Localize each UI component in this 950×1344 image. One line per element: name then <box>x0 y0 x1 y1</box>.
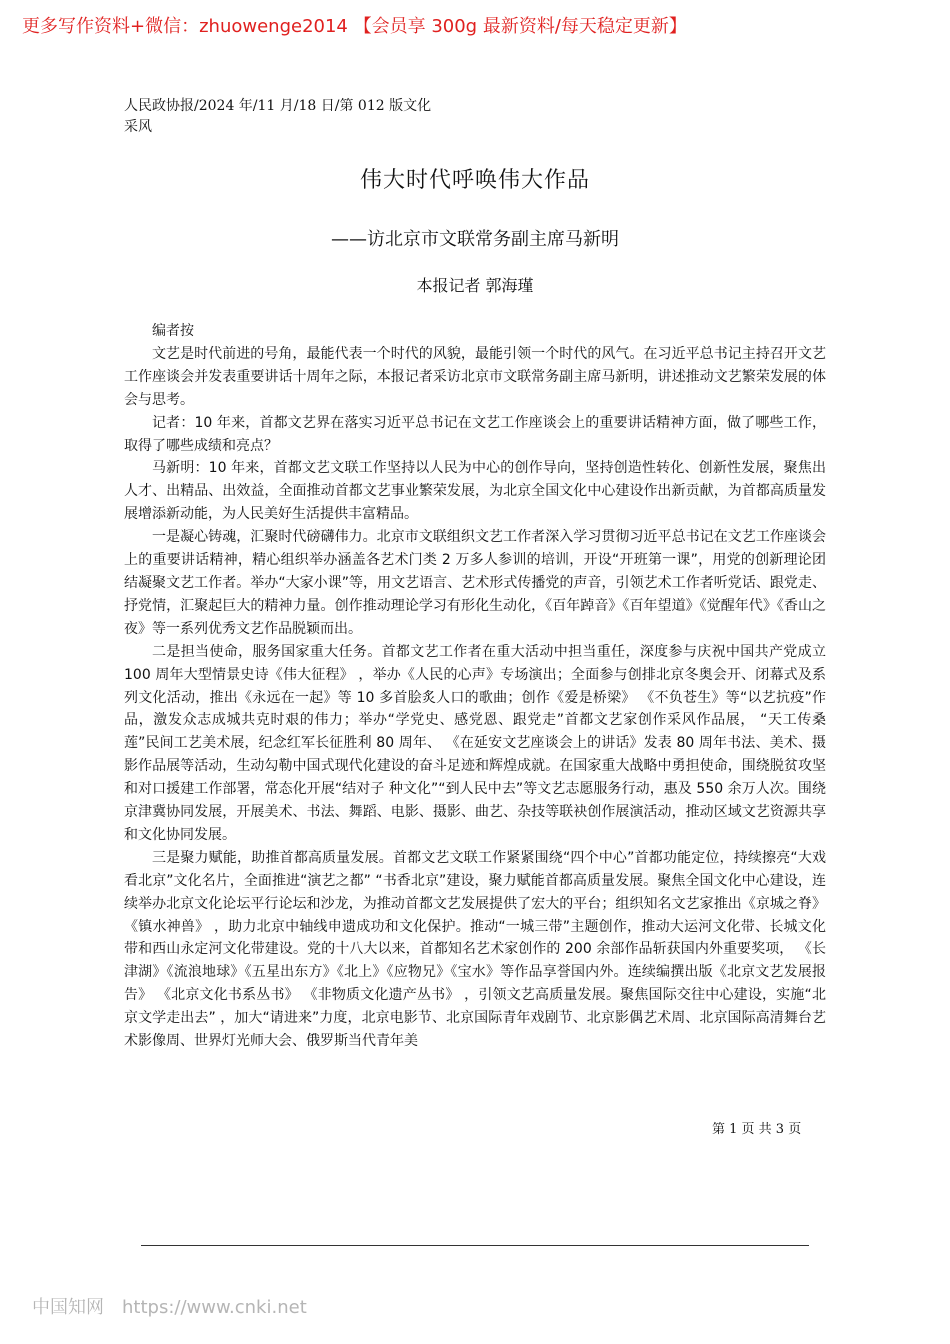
page-number: 第 1 页 共 3 页 <box>712 1122 802 1137</box>
promo-banner: 更多写作资料+微信：zhuowenge2014 【会员享 300g 最新资料/每天稳定更新】 <box>22 16 687 37</box>
article-title: 伟大时代呼唤伟大作品 <box>359 168 590 193</box>
article-subtitle: ——访北京市文联常务副主席马新明 <box>331 229 619 250</box>
article-body <box>124 320 826 1053</box>
article-author: 本报记者 郭海瑾 <box>416 276 534 295</box>
paragraph: 三是聚力赋能，助推首都高质量发展。首都文艺文联工作紧紧围绕“四个中心”首都功能定位，持续擦亮“大戏看北京”文化名片，全面推进“演艺之都” “书香北京”建设，聚力赋能首都高质量发展。聚焦全国文化中心建设，连续举办北京文化论坛平行论坛和沙龙，为推动首都文艺发展提供了宏大的平台；组织知名文艺家推出《京城之脊》《镇水神兽》 ，助力北京中轴线申遗成功和文化保护。推动“一城三带”主题创作，推动大运河文化带、长城文化带和西山永定河文化带建设。党的十八大以来，首都知名艺术家创作的 200 余部作品斩获国内外重要奖项， 《长津湖》《流浪地球》《五星出东方》《北上》《应物兄》《宝水》等作品享誉国内外。连续编撰出版《北京文艺发展报告》 《北京文化书系丛书》 《非物质文化遗产丛书》 ，引领文艺高质量发展。聚焦国际交往中心建设，实施“北京文学走出去” ，加大“请进来”力度，北京电影节、北京国际青年戏剧节、北京影偶艺术周、北京国际高清舞台艺术影像周、世界灯光师大会、俄罗斯当代青年美 <box>124 849 826 1050</box>
watermark-url: https://www.cnki.net <box>122 1297 307 1318</box>
paragraph: 文艺是时代前进的号角，最能代表一个时代的风貌，最能引领一个时代的风气。在习近平总书记主持召开文艺工作座谈会并发表重要讲话十周年之际，本报记者采访北京市文联常务副主席马新明，讲述推动文艺繁荣发展的体会与思考。 <box>124 345 826 408</box>
source-line: 人民政协报/2024 年/11 月/18 日/第 012 版文化采风 <box>124 98 432 135</box>
paragraph: 记者：10 年来，首都文艺界在落实习近平总书记在文艺工作座谈会上的重要讲话精神方面，做了哪些工作，取得了哪些成绩和亮点？ <box>124 414 826 454</box>
editor-note-heading: 编者按 <box>152 323 194 339</box>
footer-divider <box>141 1245 809 1246</box>
paragraph: 马新明：10 年来，首都文艺文联工作坚持以人民为中心的创作导向，坚持创造性转化、创新性发展，聚焦出人才、出精品、出效益，全面推动首都文艺事业繁荣发展，为北京全国文化中心建设作出新贡献，为首都高质量发展增添新动能，为人民美好生活提供丰富精品。 <box>124 460 826 523</box>
paragraph: 一是凝心铸魂，汇聚时代磅礴伟力。北京市文联组织文艺工作者深入学习贯彻习近平总书记在文艺工作座谈会上的重要讲话精神，精心组织举办涵盖各艺术门类 2 万多人参训的培训，开设“开班第一课”，用党的创新理论团结凝聚文艺工作者。举办“大家小课”等，用文艺语言、艺术形式传播党的声音，引领艺术工作者听党话、跟党走、抒党情，汇聚起巨大的精神力量。创作推动理论学习有形化生动化，《百年踔音》《百年望道》《觉醒年代》《香山之夜》等一系列优秀文艺作品脱颖而出。 <box>124 529 826 637</box>
cnki-watermark <box>32 1293 307 1319</box>
paragraph: 二是担当使命，服务国家重大任务。首都文艺工作者在重大活动中担当重任，深度参与庆祝中国共产党成立 100 周年大型情景史诗《伟大征程》 ，举办《人民的心声》专场演出；全面参与创排北京冬奥会开、闭幕式及系列文化活动，推出《永远在一起》等 10 多首脍炙人口的歌曲；创作《爱是桥梁》 《不负苍生》等“以艺抗疫”作品，激发众志成城共克时艰的伟力；举办“学党史、感党恩、跟党走”首都文艺家创作采风作品展， “天工传桑莲”民间工艺美术展，纪念红军长征胜利 80 周年、 《在延安文艺座谈会上的讲话》发表 80 周年书法、美术、摄影作品展等活动，生动勾勒中国式现代化建设的奋斗足迹和辉煌成就。在国家重大战略中勇担使命，围绕脱贫攻坚和对口援建工作部署，常态化开展“结对子 种文化”“到人民中去”等文艺志愿服务行动，惠及 550 余万人次。围绕京津冀协同发展，开展美术、书法、舞蹈、电影、摄影、曲艺、杂技等联袂创作展演活动，推动区域文艺资源共享和文化协同发展。 <box>124 643 826 843</box>
watermark-brand: 中国知网 <box>32 1297 104 1318</box>
